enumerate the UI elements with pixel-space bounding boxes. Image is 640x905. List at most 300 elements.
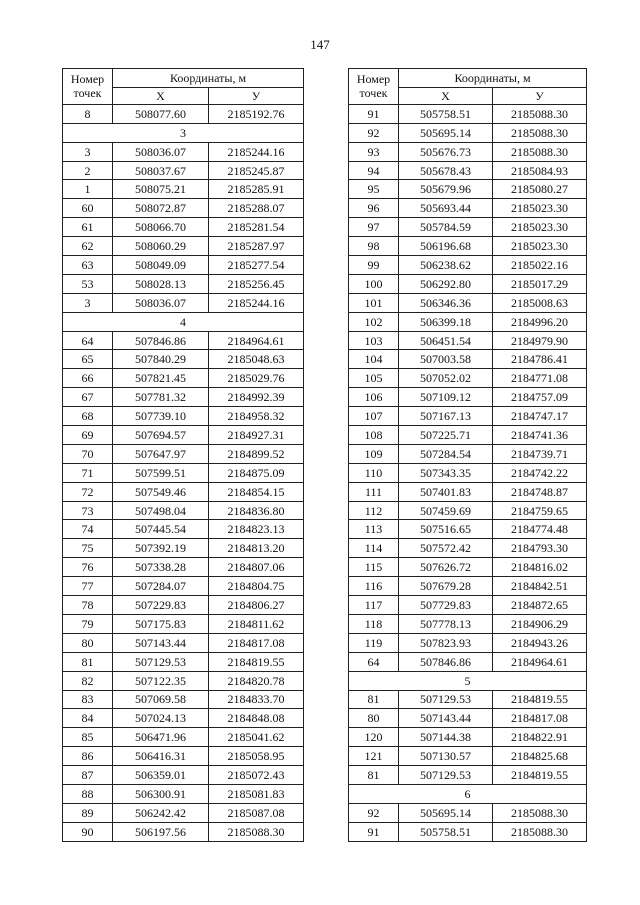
x-coordinate-cell: 507343.35	[399, 463, 493, 482]
table-row	[349, 614, 587, 633]
x-coordinate-cell: 507846.86	[113, 331, 209, 350]
x-coordinate-cell: 506471.96	[113, 728, 209, 747]
point-number-cell: 116	[349, 577, 399, 596]
x-coordinate-cell: 507129.53	[399, 766, 493, 785]
table-row	[349, 180, 587, 199]
x-coordinate-cell: 508072.87	[113, 199, 209, 218]
point-number-cell: 121	[349, 747, 399, 766]
x-coordinate-cell: 506292.80	[399, 274, 493, 293]
y-coordinate-cell: 2185041.62	[209, 728, 304, 747]
point-number-cell: 87	[63, 766, 113, 785]
y-coordinate-cell: 2184804.75	[209, 577, 304, 596]
y-coordinate-cell: 2184964.61	[493, 652, 587, 671]
table-row	[349, 577, 587, 596]
table-row	[349, 633, 587, 652]
table-row	[63, 520, 304, 539]
point-number-cell: 92	[349, 123, 399, 142]
x-coordinate-cell: 506196.68	[399, 237, 493, 256]
y-coordinate-cell: 2185084.93	[493, 161, 587, 180]
y-coordinate-cell: 2185244.16	[209, 293, 304, 312]
point-number-cell: 89	[63, 803, 113, 822]
x-coordinate-cell: 507626.72	[399, 558, 493, 577]
point-number-cell: 83	[63, 690, 113, 709]
x-coordinate-cell: 506300.91	[113, 784, 209, 803]
page-number: 147	[310, 37, 330, 52]
y-coordinate-cell: 2184833.70	[209, 690, 304, 709]
x-coordinate-cell: 507445.54	[113, 520, 209, 539]
table-row	[63, 633, 304, 652]
x-coordinate-cell: 507729.83	[399, 596, 493, 615]
point-number-cell: 98	[349, 237, 399, 256]
table-row	[63, 690, 304, 709]
table-row	[349, 237, 587, 256]
x-coordinate-cell: 507338.28	[113, 558, 209, 577]
table-row	[349, 274, 587, 293]
x-coordinate-cell: 507821.45	[113, 369, 209, 388]
point-number-cell: 115	[349, 558, 399, 577]
table-row	[349, 463, 587, 482]
point-number-cell: 95	[349, 180, 399, 199]
table-row	[63, 671, 304, 690]
point-number-cell: 62	[63, 237, 113, 256]
y-coordinate-cell: 2184964.61	[209, 331, 304, 350]
x-coordinate-cell: 505693.44	[399, 199, 493, 218]
coordinates-header: Координаты, м	[399, 69, 587, 88]
y-coordinate-cell: 2184813.20	[209, 539, 304, 558]
x-coordinate-cell: 507549.46	[113, 482, 209, 501]
table-row	[349, 558, 587, 577]
point-number-cell: 2	[63, 161, 113, 180]
point-number-cell: 61	[63, 218, 113, 237]
y-coordinate-cell: 2184807.06	[209, 558, 304, 577]
x-coordinate-cell: 505678.43	[399, 161, 493, 180]
y-coordinate-cell: 2184822.91	[493, 728, 587, 747]
y-coordinate-cell: 2184817.08	[209, 633, 304, 652]
y-coordinate-cell: 2185008.63	[493, 293, 587, 312]
point-number-cell: 81	[63, 652, 113, 671]
table-row	[63, 784, 304, 803]
point-number-cell: 91	[349, 104, 399, 123]
point-number-cell: 114	[349, 539, 399, 558]
point-number-cell: 60	[63, 199, 113, 218]
y-coordinate-cell: 2184748.87	[493, 482, 587, 501]
coordinates-table-right	[348, 68, 587, 842]
point-number-cell: 90	[63, 822, 113, 841]
y-coordinate-cell: 2184786.41	[493, 350, 587, 369]
table-row	[349, 142, 587, 161]
section-label: 5	[349, 671, 587, 690]
y-coordinate-cell: 2184823.13	[209, 520, 304, 539]
point-number-cell: 75	[63, 539, 113, 558]
x-coordinate-cell: 507739.10	[113, 407, 209, 426]
x-coordinate-cell: 507401.83	[399, 482, 493, 501]
table-row	[63, 558, 304, 577]
y-coordinate-cell: 2184996.20	[493, 312, 587, 331]
y-coordinate-cell: 2184848.08	[209, 709, 304, 728]
table-row	[349, 123, 587, 142]
table-row	[349, 388, 587, 407]
table-row	[349, 596, 587, 615]
point-number-cell: 78	[63, 596, 113, 615]
y-coordinate-cell: 2184739.71	[493, 444, 587, 463]
table-row	[63, 652, 304, 671]
point-number-cell: 102	[349, 312, 399, 331]
x-coordinate-cell: 506197.56	[113, 822, 209, 841]
y-coordinate-cell: 2184806.27	[209, 596, 304, 615]
point-number-cell: 96	[349, 199, 399, 218]
x-coordinate-cell: 506346.36	[399, 293, 493, 312]
table-row	[349, 350, 587, 369]
point-number-cell: 112	[349, 501, 399, 520]
point-number-cell: 91	[349, 822, 399, 841]
point-number-cell: 88	[63, 784, 113, 803]
point-number-cell: 80	[349, 709, 399, 728]
y-coordinate-cell: 2185081.83	[209, 784, 304, 803]
table-row	[349, 520, 587, 539]
table-row	[349, 104, 587, 123]
x-coordinate-cell: 508036.07	[113, 293, 209, 312]
x-coordinate-cell: 507392.19	[113, 539, 209, 558]
table-row	[349, 766, 587, 785]
y-coordinate-cell: 2184819.55	[493, 690, 587, 709]
point-number-cell: 68	[63, 407, 113, 426]
table-row	[63, 274, 304, 293]
x-coordinate-cell: 507679.28	[399, 577, 493, 596]
table-row	[349, 218, 587, 237]
y-coordinate-cell: 2185088.30	[493, 123, 587, 142]
x-coordinate-cell: 507225.71	[399, 426, 493, 445]
table-row	[349, 331, 587, 350]
table-row	[63, 161, 304, 180]
coordinates-header: Координаты, м	[113, 69, 304, 88]
table-row	[63, 407, 304, 426]
table-row	[63, 822, 304, 841]
point-number-cell: 3	[63, 293, 113, 312]
point-number-cell: 82	[63, 671, 113, 690]
table-row	[63, 199, 304, 218]
y-coordinate-cell: 2184741.36	[493, 426, 587, 445]
point-number-cell: 8	[63, 104, 113, 123]
point-number-cell: 69	[63, 426, 113, 445]
x-coordinate-cell: 508075.21	[113, 180, 209, 199]
coordinates-table-left	[62, 68, 304, 842]
y-coordinate-cell: 2185072.43	[209, 766, 304, 785]
point-number-cell: 71	[63, 463, 113, 482]
table-row	[63, 539, 304, 558]
point-number-cell: 106	[349, 388, 399, 407]
x-coordinate-cell: 506238.62	[399, 256, 493, 275]
y-coordinate-cell: 2184817.08	[493, 709, 587, 728]
section-row	[63, 123, 304, 142]
section-label: 4	[63, 312, 304, 331]
x-coordinate-cell: 506359.01	[113, 766, 209, 785]
x-coordinate-cell: 507846.86	[399, 652, 493, 671]
point-number-cell: 103	[349, 331, 399, 350]
x-coordinate-cell: 505695.14	[399, 803, 493, 822]
point-number-cell: 77	[63, 577, 113, 596]
section-label: 6	[349, 784, 587, 803]
y-coordinate-cell: 2184774.48	[493, 520, 587, 539]
point-number-cell: 117	[349, 596, 399, 615]
y-coordinate-cell: 2184742.22	[493, 463, 587, 482]
y-coordinate-cell: 2185022.16	[493, 256, 587, 275]
x-coordinate-cell: 507229.83	[113, 596, 209, 615]
table-row	[349, 728, 587, 747]
point-number-cell: 104	[349, 350, 399, 369]
x-coordinate-cell: 507052.02	[399, 369, 493, 388]
point-number-cell: 3	[63, 142, 113, 161]
x-coordinate-cell: 507129.53	[399, 690, 493, 709]
x-coordinate-cell: 507284.07	[113, 577, 209, 596]
y-coordinate-cell: 2185023.30	[493, 199, 587, 218]
point-number-cell: 110	[349, 463, 399, 482]
y-coordinate-cell: 2185244.16	[209, 142, 304, 161]
point-number-cell: 66	[63, 369, 113, 388]
y-coordinate-cell: 2185088.30	[209, 822, 304, 841]
y-coordinate-cell: 2185287.97	[209, 237, 304, 256]
x-column-header: X	[399, 87, 493, 104]
table-row	[63, 614, 304, 633]
point-number-cell: 101	[349, 293, 399, 312]
y-coordinate-cell: 2184757.09	[493, 388, 587, 407]
point-number-cell: 74	[63, 520, 113, 539]
y-coordinate-cell: 2184759.65	[493, 501, 587, 520]
table-row	[63, 596, 304, 615]
table-row	[349, 407, 587, 426]
section-row	[63, 312, 304, 331]
section-row	[349, 784, 587, 803]
table-row	[63, 463, 304, 482]
x-coordinate-cell: 507840.29	[113, 350, 209, 369]
point-number-cell: 64	[349, 652, 399, 671]
point-number-cell: 1	[63, 180, 113, 199]
x-coordinate-cell: 507129.53	[113, 652, 209, 671]
point-number-cell: 73	[63, 501, 113, 520]
point-number-cell: 64	[63, 331, 113, 350]
y-coordinate-cell: 2184793.30	[493, 539, 587, 558]
table-row	[63, 803, 304, 822]
table-row	[63, 218, 304, 237]
x-coordinate-cell: 507778.13	[399, 614, 493, 633]
y-coordinate-cell: 2184854.15	[209, 482, 304, 501]
y-coordinate-cell: 2184927.31	[209, 426, 304, 445]
x-coordinate-cell: 507024.13	[113, 709, 209, 728]
y-column-header: У	[493, 87, 587, 104]
point-number-cell: 65	[63, 350, 113, 369]
point-number-cell: 81	[349, 690, 399, 709]
point-number-cell: 111	[349, 482, 399, 501]
y-coordinate-cell: 2184979.90	[493, 331, 587, 350]
table-row	[63, 766, 304, 785]
y-coordinate-cell: 2184819.55	[493, 766, 587, 785]
y-coordinate-cell: 2185288.07	[209, 199, 304, 218]
point-number-cell: 105	[349, 369, 399, 388]
point-number-cell: 108	[349, 426, 399, 445]
table-row	[349, 256, 587, 275]
x-coordinate-cell: 505679.96	[399, 180, 493, 199]
x-coordinate-cell: 507003.58	[399, 350, 493, 369]
table-row	[63, 350, 304, 369]
y-coordinate-cell: 2184819.55	[209, 652, 304, 671]
point-number-cell: 109	[349, 444, 399, 463]
point-number-cell: 119	[349, 633, 399, 652]
table-row	[63, 444, 304, 463]
table-row	[63, 501, 304, 520]
x-coordinate-cell: 507109.12	[399, 388, 493, 407]
y-coordinate-cell: 2185088.30	[493, 104, 587, 123]
point-number-cell: 72	[63, 482, 113, 501]
x-coordinate-cell: 505784.59	[399, 218, 493, 237]
point-number-cell: 93	[349, 142, 399, 161]
table-row	[63, 728, 304, 747]
y-coordinate-cell: 2185256.45	[209, 274, 304, 293]
point-number-cell: 94	[349, 161, 399, 180]
y-coordinate-cell: 2185048.63	[209, 350, 304, 369]
y-coordinate-cell: 2184816.02	[493, 558, 587, 577]
table-row	[349, 709, 587, 728]
y-coordinate-cell: 2184771.08	[493, 369, 587, 388]
y-coordinate-cell: 2184872.65	[493, 596, 587, 615]
x-coordinate-cell: 508037.67	[113, 161, 209, 180]
point-number-cell: 107	[349, 407, 399, 426]
y-coordinate-cell: 2185023.30	[493, 237, 587, 256]
x-coordinate-cell: 507069.58	[113, 690, 209, 709]
point-number-cell: 79	[63, 614, 113, 633]
table-row	[349, 293, 587, 312]
y-coordinate-cell: 2185017.29	[493, 274, 587, 293]
point-number-header: Номер точек	[349, 69, 399, 105]
x-coordinate-cell: 508028.13	[113, 274, 209, 293]
x-coordinate-cell: 507167.13	[399, 407, 493, 426]
table-row	[63, 577, 304, 596]
x-coordinate-cell: 507647.97	[113, 444, 209, 463]
y-coordinate-cell: 2185088.30	[493, 822, 587, 841]
y-coordinate-cell: 2184811.62	[209, 614, 304, 633]
table-row	[349, 822, 587, 841]
y-coordinate-cell: 2185029.76	[209, 369, 304, 388]
table-row	[63, 709, 304, 728]
y-coordinate-cell: 2184747.17	[493, 407, 587, 426]
y-coordinate-cell: 2185277.54	[209, 256, 304, 275]
y-coordinate-cell: 2185087.08	[209, 803, 304, 822]
table-row	[349, 444, 587, 463]
x-coordinate-cell: 507143.44	[113, 633, 209, 652]
y-coordinate-cell: 2185023.30	[493, 218, 587, 237]
y-coordinate-cell: 2184820.78	[209, 671, 304, 690]
table-row	[63, 142, 304, 161]
section-label: 3	[63, 123, 304, 142]
x-column-header: X	[113, 87, 209, 104]
y-coordinate-cell: 2185192.76	[209, 104, 304, 123]
x-coordinate-cell: 506399.18	[399, 312, 493, 331]
table-row	[63, 426, 304, 445]
y-coordinate-cell: 2184825.68	[493, 747, 587, 766]
point-number-cell: 70	[63, 444, 113, 463]
y-coordinate-cell: 2185088.30	[493, 142, 587, 161]
point-number-cell: 76	[63, 558, 113, 577]
x-coordinate-cell: 507599.51	[113, 463, 209, 482]
x-coordinate-cell: 507694.57	[113, 426, 209, 445]
table-row	[349, 312, 587, 331]
point-number-cell: 86	[63, 747, 113, 766]
y-coordinate-cell: 2185285.91	[209, 180, 304, 199]
y-coordinate-cell: 2184875.09	[209, 463, 304, 482]
table-row	[63, 293, 304, 312]
x-coordinate-cell: 505758.51	[399, 104, 493, 123]
table-row	[63, 331, 304, 350]
y-coordinate-cell: 2184958.32	[209, 407, 304, 426]
point-number-cell: 80	[63, 633, 113, 652]
x-coordinate-cell: 508036.07	[113, 142, 209, 161]
point-number-cell: 92	[349, 803, 399, 822]
x-coordinate-cell: 507284.54	[399, 444, 493, 463]
table-row	[349, 161, 587, 180]
table-row	[63, 237, 304, 256]
point-number-cell: 113	[349, 520, 399, 539]
table-row	[349, 803, 587, 822]
table-row	[349, 482, 587, 501]
point-number-cell: 100	[349, 274, 399, 293]
x-coordinate-cell: 505695.14	[399, 123, 493, 142]
table-row	[63, 388, 304, 407]
point-number-cell: 118	[349, 614, 399, 633]
x-coordinate-cell: 507572.42	[399, 539, 493, 558]
x-coordinate-cell: 508049.09	[113, 256, 209, 275]
point-number-cell: 63	[63, 256, 113, 275]
y-coordinate-cell: 2184943.26	[493, 633, 587, 652]
table-row	[63, 369, 304, 388]
x-coordinate-cell: 507143.44	[399, 709, 493, 728]
x-coordinate-cell: 507498.04	[113, 501, 209, 520]
x-coordinate-cell: 507459.69	[399, 501, 493, 520]
table-row	[349, 199, 587, 218]
table-row	[349, 501, 587, 520]
point-number-cell: 84	[63, 709, 113, 728]
table-row	[349, 426, 587, 445]
y-column-header: У	[209, 87, 304, 104]
x-coordinate-cell: 506451.54	[399, 331, 493, 350]
point-number-cell: 99	[349, 256, 399, 275]
x-coordinate-cell: 507130.57	[399, 747, 493, 766]
x-coordinate-cell: 507516.65	[399, 520, 493, 539]
table-row	[349, 747, 587, 766]
y-coordinate-cell: 2185245.87	[209, 161, 304, 180]
y-coordinate-cell: 2184899.52	[209, 444, 304, 463]
x-coordinate-cell: 507122.35	[113, 671, 209, 690]
table-row	[63, 104, 304, 123]
x-coordinate-cell: 507823.93	[399, 633, 493, 652]
x-coordinate-cell: 507144.38	[399, 728, 493, 747]
x-coordinate-cell: 505758.51	[399, 822, 493, 841]
table-row	[349, 652, 587, 671]
point-number-cell: 81	[349, 766, 399, 785]
point-number-cell: 97	[349, 218, 399, 237]
x-coordinate-cell: 508077.60	[113, 104, 209, 123]
table-row	[63, 747, 304, 766]
y-coordinate-cell: 2184836.80	[209, 501, 304, 520]
point-number-cell: 85	[63, 728, 113, 747]
y-coordinate-cell: 2184992.39	[209, 388, 304, 407]
x-coordinate-cell: 505676.73	[399, 142, 493, 161]
y-coordinate-cell: 2185281.54	[209, 218, 304, 237]
table-row	[349, 369, 587, 388]
point-number-cell: 53	[63, 274, 113, 293]
y-coordinate-cell: 2185080.27	[493, 180, 587, 199]
table-row	[63, 482, 304, 501]
x-coordinate-cell: 507175.83	[113, 614, 209, 633]
x-coordinate-cell: 508066.70	[113, 218, 209, 237]
x-coordinate-cell: 508060.29	[113, 237, 209, 256]
